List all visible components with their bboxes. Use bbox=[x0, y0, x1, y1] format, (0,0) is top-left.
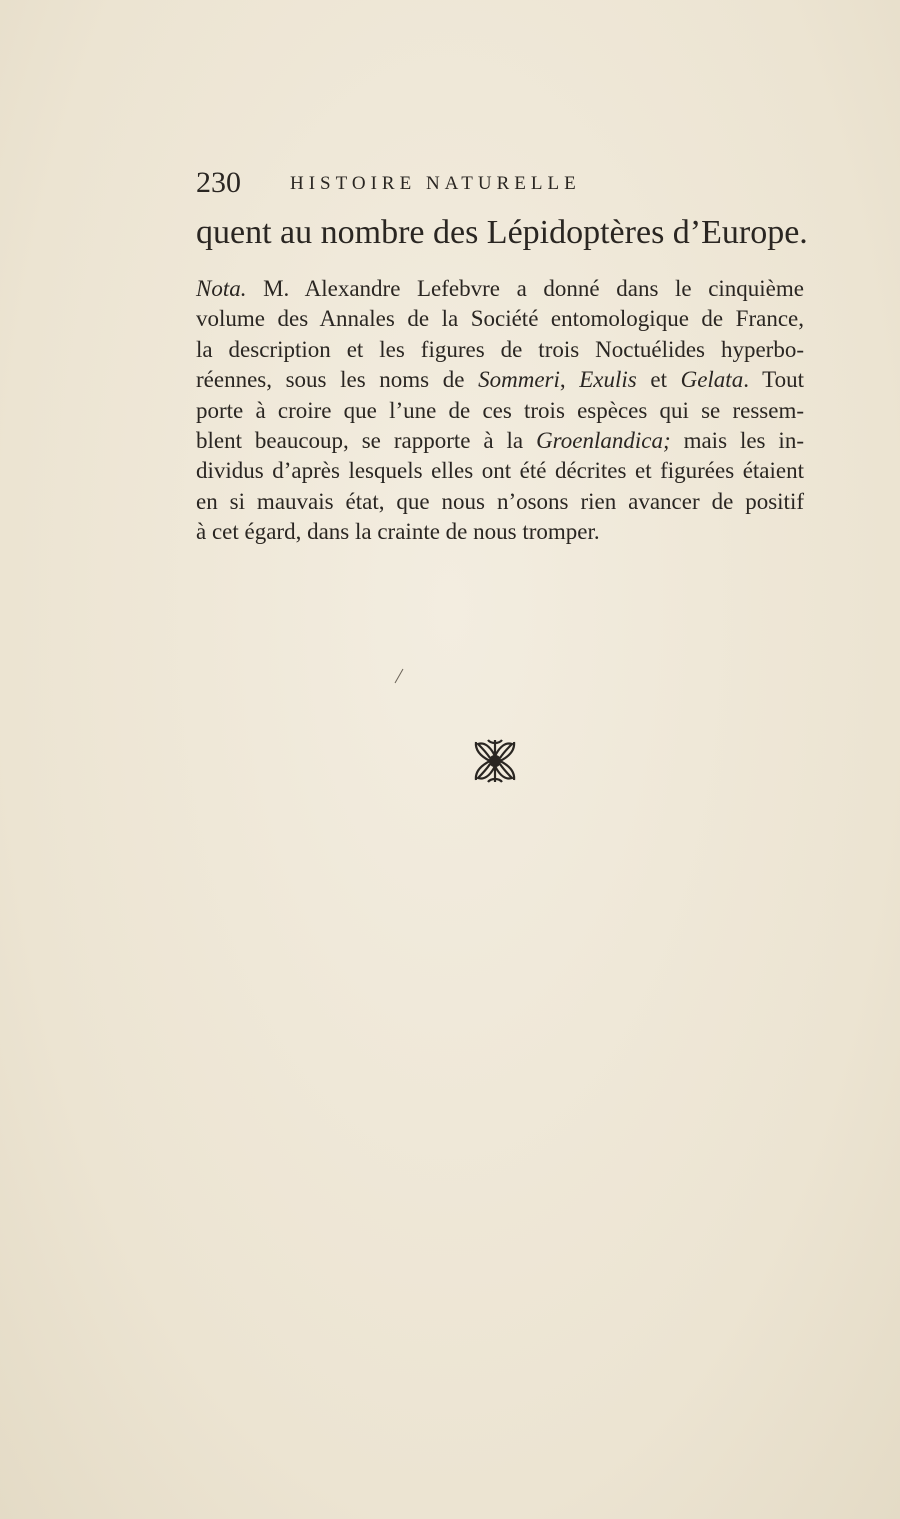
page-number: 230 bbox=[196, 166, 241, 199]
floral-fleuron-icon bbox=[470, 736, 520, 786]
continuation-line: quent au nombre des Lépidoptères d’Europe. bbox=[196, 214, 808, 251]
note-line-2: volume des Annales de la Société entomologique de France, bbox=[196, 306, 804, 332]
running-head bbox=[196, 166, 798, 200]
note-line-9: à cet égard, dans la crainte de nous tromper. bbox=[196, 519, 600, 545]
note-line-4: réennes, sous les noms de Sommeri, Exulis et Gelata. Tout bbox=[196, 367, 804, 393]
species-exulis: Exulis bbox=[579, 367, 637, 393]
stray-mark bbox=[394, 668, 404, 684]
species-sommeri: Sommeri bbox=[478, 367, 560, 393]
note-line-5: porte à croire que l’une de ces trois espèces qui se ressem- bbox=[196, 397, 804, 423]
nota-paragraph bbox=[196, 274, 804, 548]
running-head-title: HISTOIRE NATURELLE bbox=[290, 173, 581, 194]
note-line-3: la description et les figures de trois Noctuélides hyperbo- bbox=[196, 336, 804, 362]
note-line-6: blent beaucoup, se rapporte à la Groenlandica; mais les in- bbox=[196, 427, 804, 453]
nota-label: Nota. bbox=[196, 276, 247, 301]
species-gelata: Gelata bbox=[680, 367, 744, 393]
note-line-1: Nota. M. Alexandre Lefebvre a donné dans le cinquième bbox=[196, 276, 804, 301]
species-groenlandica: Groenlandica; bbox=[536, 427, 671, 453]
note-line-7: dividus d’après lesquels elles ont été décrites et figurées étaient bbox=[196, 458, 804, 484]
note-line-8: en si mauvais état, que nous n’osons rien avancer de positif bbox=[196, 488, 804, 514]
